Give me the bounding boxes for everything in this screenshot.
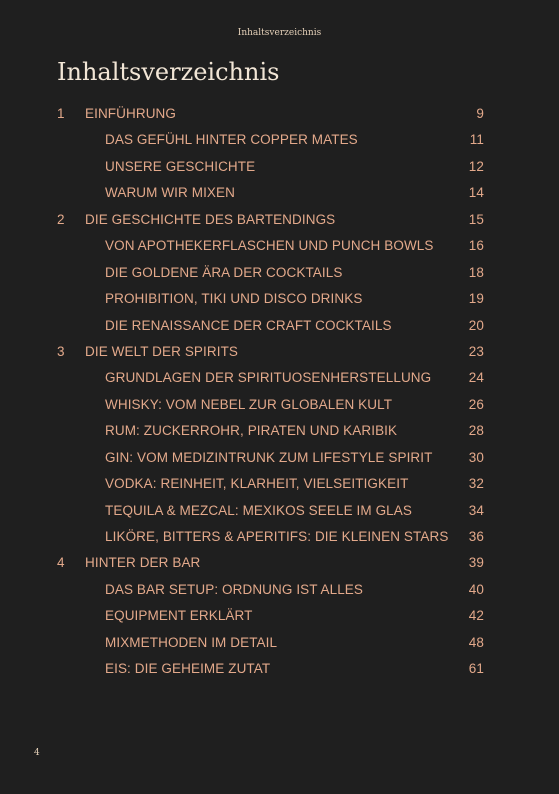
- toc-section-entry[interactable]: [0, 580, 559, 606]
- toc-section-entry[interactable]: [0, 236, 559, 262]
- toc-entry-page: 18: [468, 264, 484, 280]
- toc-section-entry[interactable]: [0, 157, 559, 183]
- toc-entry-label: HINTER DER BAR: [85, 555, 201, 571]
- toc-entry-page: 32: [468, 476, 484, 492]
- toc-section-entry[interactable]: [0, 448, 559, 474]
- toc-entry-page: 15: [468, 211, 484, 227]
- toc-entry-page: 61: [468, 661, 484, 677]
- toc-section-entry[interactable]: [0, 289, 559, 315]
- toc-chapter-number: 1: [57, 106, 65, 121]
- page-title: Inhaltsverzeichnis: [57, 58, 280, 86]
- toc-entry-label: RUM: ZUCKERROHR, PIRATEN UND KARIBIK: [105, 423, 398, 439]
- toc-entry-page: 14: [468, 185, 484, 201]
- running-header: Inhaltsverzeichnis: [237, 28, 322, 38]
- toc-section-entry[interactable]: [0, 263, 559, 289]
- toc-entry-page: 36: [468, 529, 484, 544]
- toc-section-entry[interactable]: [0, 130, 559, 156]
- toc-entry-label: UNSERE GESCHICHTE: [105, 158, 256, 174]
- toc-chapter-entry[interactable]: [0, 342, 559, 368]
- toc-entry-label: DIE GOLDENE ÄRA DER COCKTAILS: [105, 264, 343, 280]
- toc-entry-page: 48: [468, 634, 484, 650]
- toc-entry-page: 19: [468, 291, 484, 307]
- toc-section-entry[interactable]: [0, 316, 559, 342]
- toc-entry-page: 40: [468, 581, 484, 597]
- toc-chapter-number: 3: [57, 343, 65, 359]
- toc-entry-label: TEQUILA & MEZCAL: MEXIKOS SEELE IM GLAS: [105, 502, 412, 518]
- toc-entry-page: 30: [468, 449, 484, 465]
- toc-entry-label: MIXMETHODEN IM DETAIL: [105, 634, 278, 650]
- toc-entry-page: 9: [476, 106, 484, 121]
- toc-section-entry[interactable]: [0, 501, 559, 527]
- toc-chapter-entry[interactable]: [0, 210, 559, 236]
- toc-entry-page: 26: [468, 396, 484, 412]
- toc-section-entry[interactable]: [0, 395, 559, 421]
- toc-chapter-number: 2: [57, 211, 65, 227]
- toc-entry-label: PROHIBITION, TIKI UND DISCO DRINKS: [105, 291, 363, 307]
- toc-section-entry[interactable]: [0, 183, 559, 209]
- toc-entry-page: 16: [468, 238, 484, 254]
- toc-entry-page: 24: [468, 370, 484, 386]
- toc-section-entry[interactable]: [0, 368, 559, 394]
- table-of-contents: [0, 104, 559, 686]
- toc-entry-page: 39: [468, 555, 484, 571]
- toc-entry-label: VODKA: REINHEIT, KLARHEIT, VIELSEITIGKEIT: [105, 476, 409, 492]
- toc-entry-label: LIKÖRE, BITTERS & APERITIFS: DIE KLEINEN STARS: [105, 529, 449, 544]
- toc-chapter-entry[interactable]: [0, 553, 559, 579]
- toc-entry-label: GIN: VOM MEDIZINTRUNK ZUM LIFESTYLE SPIRIT: [105, 449, 433, 465]
- toc-entry-page: 12: [468, 158, 484, 174]
- toc-entry-label: DIE GESCHICHTE DES BARTENDINGS: [85, 211, 336, 227]
- toc-entry-label: WARUM WIR MIXEN: [105, 185, 235, 201]
- toc-entry-label: WHISKY: VOM NEBEL ZUR GLOBALEN KULT: [105, 396, 393, 412]
- toc-section-entry[interactable]: [0, 633, 559, 659]
- toc-entry-page: 28: [468, 423, 484, 439]
- toc-entry-label: DAS GEFÜHL HINTER COPPER MATES: [105, 132, 358, 148]
- toc-section-entry[interactable]: [0, 474, 559, 500]
- toc-entry-label: VON APOTHEKERFLASCHEN UND PUNCH BOWLS: [105, 238, 434, 254]
- toc-entry-label: EIS: DIE GEHEIME ZUTAT: [105, 661, 271, 677]
- toc-section-entry[interactable]: [0, 421, 559, 447]
- toc-entry-label: EINFÜHRUNG: [85, 106, 176, 121]
- toc-entry-page: 34: [468, 502, 484, 518]
- toc-entry-label: GRUNDLAGEN DER SPIRITUOSENHERSTELLUNG: [105, 370, 432, 386]
- toc-entry-label: EQUIPMENT ERKLÄRT: [105, 608, 253, 624]
- toc-chapter-entry[interactable]: [0, 104, 559, 130]
- toc-entry-label: DAS BAR SETUP: ORDNUNG IST ALLES: [105, 581, 364, 597]
- toc-entry-page: 20: [468, 317, 484, 333]
- toc-entry-page: 11: [469, 132, 484, 148]
- toc-section-entry[interactable]: [0, 606, 559, 632]
- toc-entry-label: DIE WELT DER SPIRITS: [85, 343, 239, 359]
- toc-entry-label: DIE RENAISSANCE DER CRAFT COCKTAILS: [105, 317, 392, 333]
- toc-chapter-number: 4: [57, 555, 65, 571]
- toc-entry-page: 23: [468, 343, 484, 359]
- page-number: 4: [34, 748, 40, 758]
- toc-section-entry[interactable]: [0, 527, 559, 553]
- toc-entry-page: 42: [468, 608, 484, 624]
- toc-section-entry[interactable]: [0, 659, 559, 685]
